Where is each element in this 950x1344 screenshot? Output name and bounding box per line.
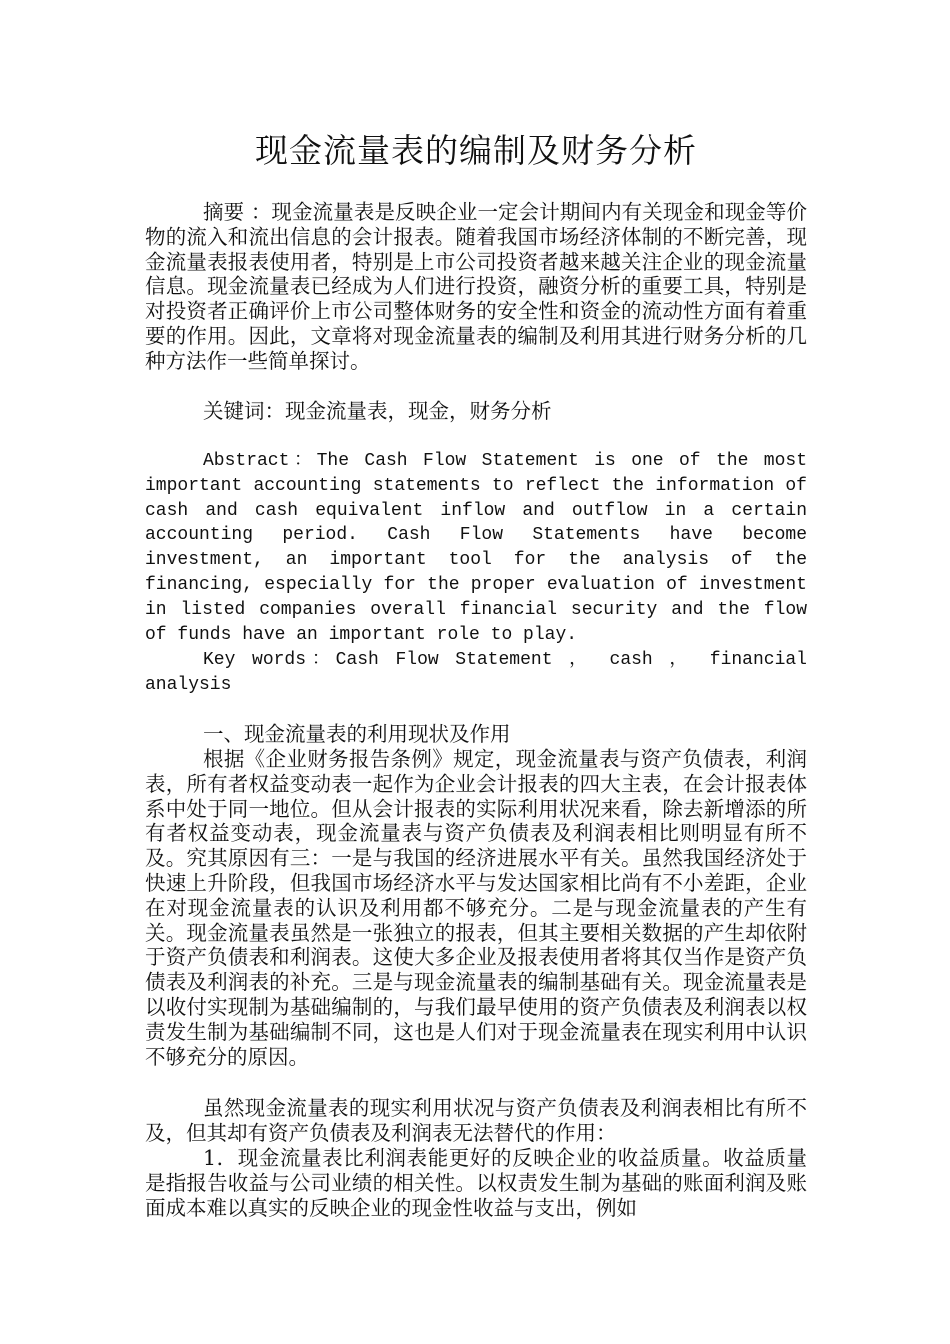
- keywords-en: Key words：Cash Flow Statement ， cash ， financial analysis: [145, 650, 807, 695]
- abstract-cn: 摘要 ：现金流量表是反映企业一定会计期间内有关现金和现金等价物的流入和流出信息的会计报表。随着我国市场经济体制的不断完善，现金流量表报表使用者，特别是上市公司投资者越来越关注企业的现金流量信息。现金流量表已经成为人们进行投资，融资分析的重要工具，特别是对投资者正确评价上市公司整体财务的安全性和资金的流动性方面有着重要的作用。因此，文章将对现金流量表的编制及利用其进行财务分析的几种方法作一些简单探讨。: [145, 200, 807, 373]
- body-paragraph-2: 虽然现金流量表的现实利用状况与资产负债表及利润表相比有所不及，但其却有资产负债表及利润表无法替代的作用：: [145, 1096, 807, 1145]
- body-paragraph-1: 根据《企业财务报告条例》规定，现金流量表与资产负债表，利润表，所有者权益变动表一起作为企业会计报表的四大主表，在会计报表体系中处于同一地位。但从会计报表的实际利用状况来看，除去新增添的所有者权益变动表，现金流量表与资产负债表及利润表相比则明显有所不及。究其原因有三：一是与我国的经济进展水平有关。虽然我国经济处于快速上升阶段，但我国市场经济水平与发达国家相比尚有不小差距，企业在对现金流量表的认识及利用都不够充分。二是与现金流量表的产生有关。现金流量表虽然是一张独立的报表，但其主要相关数据的产生却依附于资产负债表和利润表。这使大多企业及报表使用者将其仅当作是资产负债表及利润表的补充。三是与现金流量表的编制基础有关。现金流量表是以收付实现制为基础编制的，与我们最早使用的资产负债表及利润表以权责发生制为基础编制不同，这也是人们对于现金流量表在现实利用中认识不够充分的原因。: [145, 747, 807, 1069]
- keywords-cn: 关键词：现金流量表，现金，财务分析: [203, 399, 552, 423]
- body-paragraph-3: 1．现金流量表比利润表能更好的反映企业的收益质量。收益质量是指报告收益与公司业绩的相关性。以权责发生制为基础的账面利润及账面成本难以真实的反映企业的现金性收益与支出，例如: [145, 1146, 807, 1220]
- section-heading: 一、现金流量表的利用现状及作用: [203, 722, 511, 746]
- abstract-en: Abstract：The Cash Flow Statement is one of the most important accounting statements to reflect the information of cash and cash equivalent inflow and outflow in a certain accounting period. Cash Flow Statements have become investment, an important tool for the analysis of the financing, especially for the proper evaluation of investment in listed companies overall financial security and the flow of funds have an important role to play.: [145, 451, 807, 645]
- document-title: 现金流量表的编制及财务分析: [255, 131, 697, 170]
